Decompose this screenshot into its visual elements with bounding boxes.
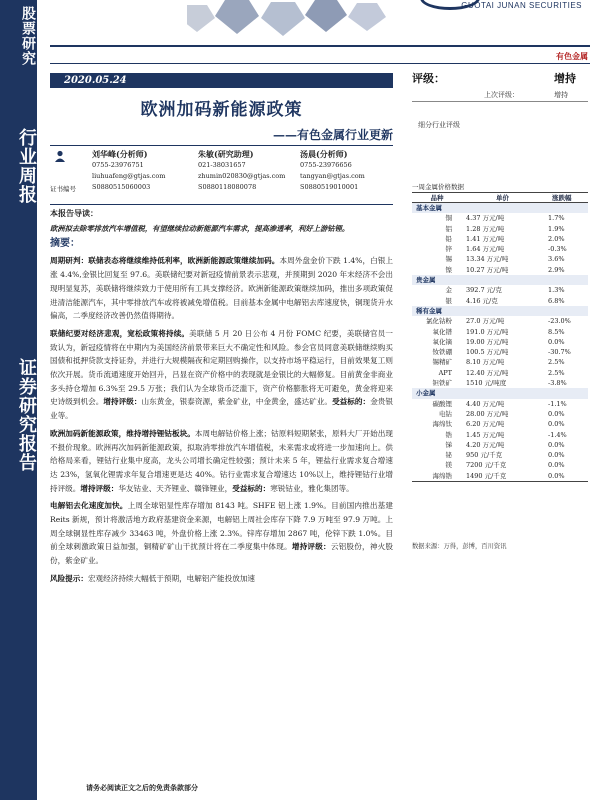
metal-change: 6.8% xyxy=(548,296,565,305)
table-source: 数据来源：万得，彭博，百川资讯 xyxy=(412,543,507,550)
price-row xyxy=(412,471,588,481)
sector-tag: 有色金属 xyxy=(556,51,588,61)
metal-name: 氧化镨 xyxy=(432,327,452,336)
price-row xyxy=(412,440,588,450)
metal-change: -1.4% xyxy=(548,430,567,439)
price-row xyxy=(412,234,588,244)
metal-price: 8.10 万元/吨 xyxy=(466,358,505,367)
metal-name: 铝 xyxy=(445,224,452,233)
side-band xyxy=(0,0,37,800)
paragraph-aluminium: 电解铝去化速度加快。上周全球铝显性库存增加 8143 吨。SHFE 铝上涨 1.9%。目前国内推出基建 Reits 新规，预计将激活地方政府基建资金来源，电解铝上周社会库存下降 7.9 万吨至 97.9 万吨。上周全球铜显性库存减少 33463 吨，外盘价格上涨 2.3%。锌库存增加 2867 吨，伦锌下跌 1.0%。目前全球刺激政策日益加强，铜精矿矿山干扰预计将在二季度集中体现。增持评级：云铝股份，神火股份，紫金矿业。 xyxy=(50,501,394,566)
analyst-rule xyxy=(50,204,393,205)
metal-change: -1.1% xyxy=(548,399,567,408)
price-group-header: 贵金属 xyxy=(412,275,588,285)
metal-change: 2.9% xyxy=(548,265,565,274)
brand-logo xyxy=(390,0,590,40)
price-table-end-rule xyxy=(412,481,588,482)
metal-price: 10.27 万元/吨 xyxy=(466,265,509,274)
metal-price: 950 元/千克 xyxy=(466,451,503,460)
analyst-2: 朱敏(研究助理) 021-38031657 zhumin020830@gtjas.com S0880118080078 xyxy=(198,149,286,191)
prev-rating-value: 增持 xyxy=(554,91,568,99)
price-row xyxy=(412,285,588,295)
price-row xyxy=(412,409,588,419)
price-group-header: 基本金属 xyxy=(412,203,588,213)
guide-title: 本报告导读： xyxy=(50,208,98,218)
metal-name: 氯化钴粉 xyxy=(426,317,452,326)
sub-industry-rating: 细分行业评级 xyxy=(418,121,460,129)
metal-price: 4.20 万元/吨 xyxy=(466,440,505,449)
metal-price: 6.20 万元/吨 xyxy=(466,420,505,429)
metal-change: 2.5% xyxy=(548,358,565,367)
metal-price: 19.00 万元/吨 xyxy=(466,337,509,346)
brand-english: GUOTAI JUNAN SECURITIES xyxy=(461,1,582,10)
metal-name: 锡精矿 xyxy=(432,358,452,367)
metal-price: 392.7 元/克 xyxy=(466,286,502,295)
metal-price: 27.0 万元/吨 xyxy=(466,317,505,326)
metal-change: 0.0% xyxy=(548,420,565,429)
metal-change: -30.7% xyxy=(548,348,571,357)
metal-name: 氧化镝 xyxy=(432,337,452,346)
price-row xyxy=(412,378,588,388)
paragraph-risk: 风险提示：宏观经济持续大幅低于预期，电解铝产能投放加速 xyxy=(50,573,256,583)
report-title: 欧洲加码新能源政策 xyxy=(140,100,303,120)
price-row xyxy=(412,224,588,234)
price-row xyxy=(412,357,588,367)
top-rule xyxy=(50,45,590,47)
metal-price: 191.0 万元/吨 xyxy=(466,327,509,336)
paragraph-fed: 联储纪要对经济悲观，宽松政策将持续。美联储 5 月 20 日公布 4 月份 FOMC 纪要，美联储官员一致认为，新冠疫情将在中期内为美国经济前景带来巨大不确定性和风险。参会官员同意美联储继续购买国债和抵押贷款支持证券，并进行大规模隔夜和定期回购操作，以支持市场平稳运行，目前效果复工则依次开展。货币流通速度开始回升，吕显在资产价格中的表现就是金银比的大幅修复。目前黄金非商业多头持仓增加 6.3%至 29.5 万张；我们认为全球货币泛滥下，资产价格膨胀将无可避免，黄金将迎来史诗级到机会。增持评级：山东黄金，银泰资源，紫金矿业，中金黄金，盛达矿业。受益标的：金贵银业等。 xyxy=(50,328,394,421)
metal-price: 12.40 万元/吨 xyxy=(466,368,509,377)
price-row xyxy=(412,399,588,409)
metal-name: 碳酸锂 xyxy=(432,399,452,408)
metal-change: 2.5% xyxy=(548,368,565,377)
price-row xyxy=(412,430,588,440)
metal-name: 钽铁矿 xyxy=(432,379,452,388)
metal-name: 镁 xyxy=(445,461,452,470)
report-body xyxy=(50,207,393,590)
paragraph-lithium-cobalt: 欧洲加码新能源政策，维持增持锂钴板块。本周电解钴价格上涨；钴原料短期紧张，原料大厂开始出现不报价现象。欧洲再次加码新能源政策，拟取消零排放汽车增值税，未来需求或将进一步加速向上。供给格局来看，锂钴行业集中度高，龙头公司增长确定性较强；预计未来 5 年，锂盐行业需求复合增速达 23%，氢氧化锂需求年复合增速更是达 40%。钴行业需求复合增速达 10%以上，维持锂钴行业增持评级。增持评级：华友钴业、天齐锂业、赣锋锂业，受益标的：寒锐钴业，雅化集团等。 xyxy=(50,428,394,493)
rating-rule xyxy=(412,101,588,102)
price-row xyxy=(412,347,588,357)
metal-name: 锌 xyxy=(445,245,452,254)
summary-title: 摘要： xyxy=(50,237,80,249)
metal-name: 锆 xyxy=(445,430,452,439)
metal-price: 1490 元/千克 xyxy=(466,471,507,480)
metal-name: 锑 xyxy=(445,440,452,449)
date-bar xyxy=(50,73,393,88)
metal-change: 1.7% xyxy=(548,214,565,223)
metal-name: 银 xyxy=(445,296,452,305)
metal-name: 海绵钛 xyxy=(432,420,452,429)
metal-change: 0.0% xyxy=(548,461,565,470)
gem-decoration-icon xyxy=(187,0,397,40)
metal-change: 1.3% xyxy=(548,286,565,295)
report-date: 2020.05.24 xyxy=(64,75,127,86)
title-rule xyxy=(50,145,393,146)
metal-name: 铜 xyxy=(445,214,452,223)
price-row xyxy=(412,296,588,306)
price-table-header: 品种 单价 涨跌幅 xyxy=(412,192,588,203)
metal-change: 0.0% xyxy=(548,337,565,346)
report-subtitle: ——有色金属行业更新 xyxy=(272,128,393,142)
prev-rating-label: 上次评级： xyxy=(484,91,519,99)
metal-change: 0.0% xyxy=(548,409,565,418)
metal-change: 1.9% xyxy=(548,224,565,233)
price-table xyxy=(412,192,588,482)
price-row xyxy=(412,460,588,470)
rating-value: 增持 xyxy=(554,72,576,85)
price-row xyxy=(412,213,588,223)
side-text-top: 股票研究 xyxy=(20,6,36,66)
metal-change: 3.6% xyxy=(548,255,565,264)
side-text-middle: 行业周报 xyxy=(16,128,37,204)
metal-price: 7200 元/千克 xyxy=(466,461,507,470)
analyst-1: 刘华峰(分析师) 0755-23976751 liuhuafeng@gtjas.com S0880515060003 xyxy=(92,149,166,191)
metal-price: 100.5 万元/吨 xyxy=(466,348,509,357)
metal-price: 1.28 万元/吨 xyxy=(466,224,505,233)
metal-price: 4.16 元/克 xyxy=(466,296,498,305)
disclaimer: 请务必阅读正文之后的免责条款部分 xyxy=(86,783,198,792)
metal-change: 0.0% xyxy=(548,451,565,460)
price-group-header: 稀有金属 xyxy=(412,306,588,316)
price-group-header: 小金属 xyxy=(412,388,588,398)
side-text-bottom: 证券研究报告 xyxy=(16,358,37,472)
price-table-body xyxy=(412,203,588,481)
price-row xyxy=(412,316,588,326)
price-row xyxy=(412,337,588,347)
metal-name: 镍 xyxy=(445,265,452,274)
metal-change: -3.8% xyxy=(548,379,567,388)
metal-price: 1.41 万元/吨 xyxy=(466,234,505,243)
metal-name: 金 xyxy=(445,286,452,295)
metal-change: 8.5% xyxy=(548,327,565,336)
metal-price: 1.64 万元/吨 xyxy=(466,245,505,254)
top-banner xyxy=(37,0,600,40)
metal-price: 1510 元/吨度 xyxy=(466,379,507,388)
metal-name: 锡 xyxy=(445,255,452,264)
rating-label: 评级： xyxy=(412,72,445,85)
metal-price: 4.37 万元/吨 xyxy=(466,214,505,223)
guide-text: 欧洲拟去除零排放汽车增值税，有望继续拉动新能源汽车需求，提高渗透率，利好上游钴锂。 xyxy=(50,223,350,233)
price-table-title: 一周金属价格数据 xyxy=(412,183,464,191)
metal-price: 4.40 万元/吨 xyxy=(466,399,505,408)
metal-change: -0.3% xyxy=(548,245,567,254)
price-row xyxy=(412,265,588,275)
price-row xyxy=(412,368,588,378)
metal-name: 电钴 xyxy=(439,409,452,418)
analyst-3: 汤晨(分析师) 0755-23976656 tangyan@gtjas.com S0880519010001 xyxy=(300,149,365,191)
metal-name: 钕铁硼 xyxy=(432,348,452,357)
metal-change: 2.0% xyxy=(548,234,565,243)
second-rule xyxy=(50,63,590,64)
metal-name: APT xyxy=(438,368,452,377)
analyst-person-icon xyxy=(54,150,66,162)
price-row xyxy=(412,419,588,429)
price-row xyxy=(412,244,588,254)
price-row xyxy=(412,450,588,460)
analyst-block xyxy=(50,148,393,206)
metal-change: -23.0% xyxy=(548,317,571,326)
cert-label: 证书编号 xyxy=(50,185,76,193)
metal-change: 0.0% xyxy=(548,471,565,480)
metal-name: 海绵锆 xyxy=(432,471,452,480)
metal-name: 铅 xyxy=(445,234,452,243)
metal-change: 0.0% xyxy=(548,440,565,449)
rating-box xyxy=(412,66,588,99)
price-row xyxy=(412,254,588,264)
metal-price: 28.00 万元/吨 xyxy=(466,409,509,418)
metal-price: 13.34 万元/吨 xyxy=(466,255,509,264)
price-row xyxy=(412,327,588,337)
paragraph-cycle: 周期研判：联储表态将继续维持低利率，欧洲新能源政策继续加码。本周外盘金价下跌 1.4%，白银上涨 4.4%,金银比回复至 97.6。美联储纪要对新冠疫情前景表示悲观，并预期到 2020 年末经济不会出现明显复苏，美联储将继续致力于使用所有工具支撑经济。欧洲新能源政策继续加码，推出多项政策促进清洁能源汽车，其中零排放汽车或将被减免增值税。目前基本金属中电解铝去库速度快，铜现货升水偏高，二季度经济改善仍然值得期待。 xyxy=(50,256,393,321)
metal-name: 铋 xyxy=(445,451,452,460)
metal-price: 1.45 万元/吨 xyxy=(466,430,505,439)
